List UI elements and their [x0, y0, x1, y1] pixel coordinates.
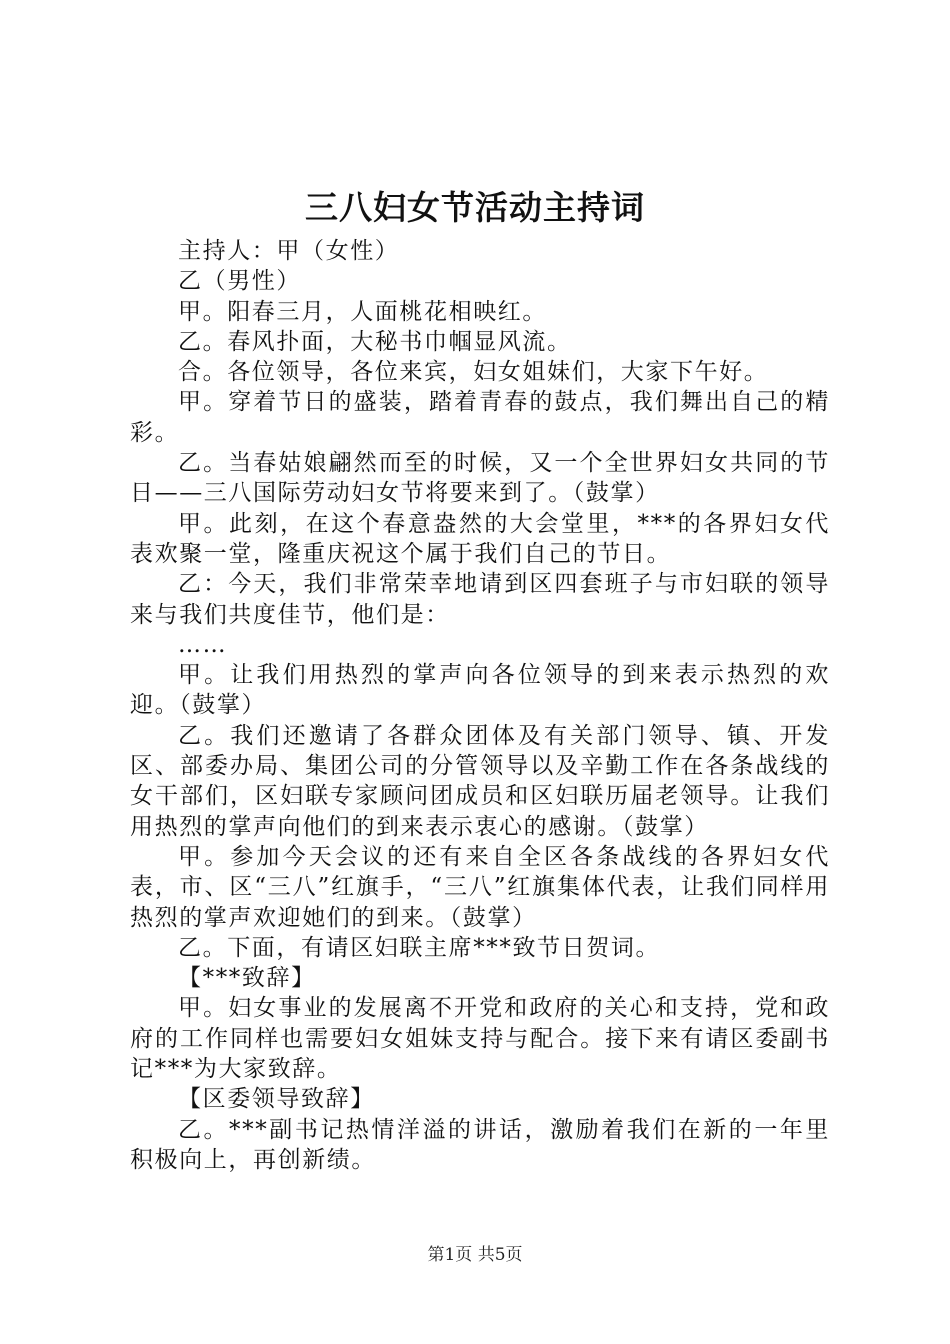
paragraph: 乙。***副书记热情洋溢的讲话，激励着我们在新的一年里积极向上，再创新绩。	[130, 1116, 830, 1173]
paragraph: 主持人：甲（女性）	[178, 238, 400, 264]
paragraph: 乙。我们还邀请了各群众团体及有关部门领导、镇、开发区、部委办局、集团公司的分管领导以及辛勤工作在各条战线的女干部们，区妇联专家顾问团成员和区妇联历届老领导。让我们用热烈的掌声向他们的到来表示衷心的感谢。（鼓掌）	[130, 722, 830, 840]
paragraph: 甲。穿着节日的盛装，踏着青春的鼓点，我们舞出自己的精彩。	[130, 389, 830, 446]
paragraph: 乙。春风扑面，大秘书巾帼显风流。	[178, 328, 572, 355]
paragraph: 【***致辞】	[178, 965, 316, 992]
paragraph: 甲。此刻，在这个春意盎然的大会堂里，***的各界妇女代表欢聚一堂，隆重庆祝这个属于我们自己的节日。	[130, 510, 830, 567]
paragraph: 甲。妇女事业的发展离不开党和政府的关心和支持，党和政府的工作同样也需要妇女姐妹支持与配合。接下来有请区委副书记***为大家致辞。	[130, 995, 830, 1083]
paragraph: 乙。下面，有请区妇联主席***致节日贺词。	[178, 934, 661, 961]
paragraph: 甲。阳春三月，人面桃花相映红。	[178, 298, 547, 325]
page-footer: 第1页 共5页	[427, 1245, 523, 1265]
paragraph: 乙（男性）	[178, 268, 301, 295]
paragraph: 甲。参加今天会议的还有来自全区各条战线的各界妇女代表，市、区“三八”红旗手，“三八”红旗集体代表，让我们同样用热烈的掌声欢迎她们的到来。（鼓掌）	[130, 843, 830, 931]
paragraph: 乙。当春姑娘翩然而至的时候，又一个全世界妇女共同的节日——三八国际劳动妇女节将要来到了。（鼓掌）	[130, 450, 830, 507]
paragraph: 乙：今天，我们非常荣幸地请到区四套班子与市妇联的领导来与我们共度佳节，他们是：	[130, 571, 830, 628]
paragraph: 甲。让我们用热烈的掌声向各位领导的到来表示热烈的欢迎。（鼓掌）	[130, 662, 830, 719]
paragraph: 合。各位领导，各位来宾，妇女姐妹们，大家下午好。	[178, 359, 769, 386]
document-title: 三八妇女节活动主持词	[305, 188, 645, 227]
paragraph: 【区委领导致辞】	[178, 1086, 375, 1113]
document-body	[130, 236, 830, 1175]
paragraph: ……	[178, 631, 228, 658]
